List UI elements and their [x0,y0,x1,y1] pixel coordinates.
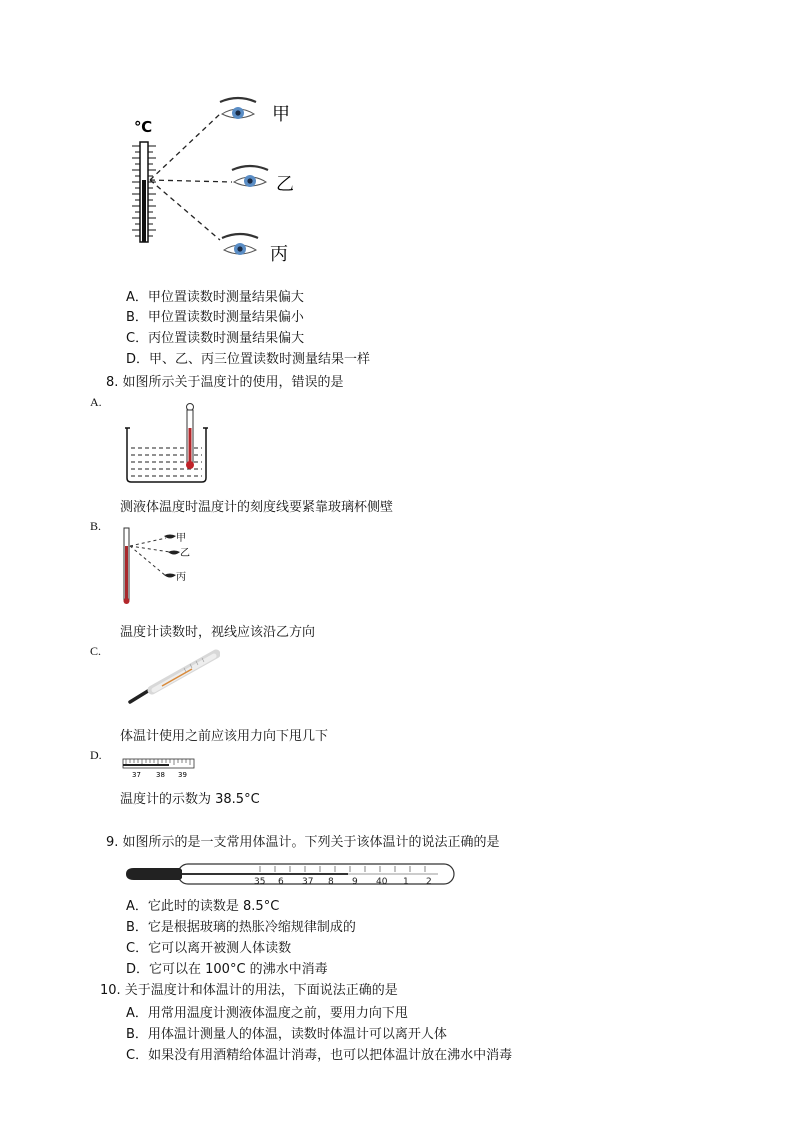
q8-scale-figure [122,758,196,780]
q8-d-tick-38: 38 [156,771,165,779]
q8-option-b-text: 温度计读数时，视线应该沿乙方向 [120,625,316,640]
q9-scale-40: 40 [376,877,388,887]
q8-b-label-bing: 丙 [176,572,186,583]
q10-option-b[interactable]: B．用体温计测量人的体温，读数时体温计可以离开人体 [126,1027,447,1042]
q9-scale-9: 9 [352,877,358,887]
q7-label-jia: 甲 [272,104,290,125]
q9-scale-35: 35 [254,877,266,887]
eye-icon [168,551,180,555]
q8-d-tick-39: 39 [178,771,187,779]
q9-scale-37: 37 [302,877,314,887]
q9-option-d[interactable]: D．它可以在 100°C 的沸水中消毒 [126,962,328,977]
q7-eye-icon-top [220,98,256,119]
q9-option-c[interactable]: C．它可以离开被测人体读数 [126,941,292,956]
q7-option-d[interactable]: D．甲、乙、丙三位置读数时测量结果一样 [126,352,371,367]
q7-sightline-top [150,114,220,180]
q9-scale-2: 2 [426,877,432,887]
q8-reading-figure [118,526,198,606]
q7-sightline-mid [150,180,232,182]
q7-option-b[interactable]: B．甲位置读数时测量结果偏小 [126,310,304,325]
q8-stem: 8. 如图所示关于温度计的使用，错误的是 [106,375,344,390]
q7-label-bing: 丙 [270,244,288,265]
q8-option-a-text: 测液体温度时温度计的刻度线要紧靠玻璃杯侧壁 [120,500,394,515]
q7-liquid-column [142,180,146,242]
q10-option-a[interactable]: A．用常用温度计测液体温度之前，要用力向下甩 [126,1006,408,1021]
thermometer-icon [124,528,130,604]
q9-scale-6: 6 [278,877,284,887]
q8-beaker-figure [124,402,210,484]
q8-option-d-letter[interactable]: D. [90,748,102,762]
q7-sightline-bottom [150,180,220,240]
q9-option-b[interactable]: B．它是根据玻璃的热胀冷缩规律制成的 [126,920,356,935]
q8-d-tick-37: 37 [132,771,141,779]
thermometer-icon [186,404,194,470]
q9-clinical-thermometer-figure [120,860,460,890]
q9-scale-1: 1 [403,877,409,887]
q8-option-c-text: 体温计使用之前应该用力向下甩几下 [120,729,329,744]
q8-b-label-jia: 甲 [176,533,186,544]
q10-option-c[interactable]: C．如果没有用酒精给体温计消毒，也可以把体温计放在沸水中消毒 [126,1048,513,1063]
q9-option-a[interactable]: A．它此时的读数是 8.5°C [126,899,280,914]
q8-option-c-letter[interactable]: C. [90,644,102,658]
q8-b-label-yi: 乙 [180,548,190,559]
q9-stem: 9. 如图所示的是一支常用体温计。下列关于该体温计的说法正确的是 [106,835,500,850]
q7-eye-icon-bottom [222,234,258,255]
q8-option-d-text: 温度计的示数为 38.5°C [120,792,260,807]
q7-eye-icon-mid [232,166,268,187]
q8-option-b-letter[interactable]: B. [90,519,102,533]
q8-option-a-letter[interactable]: A. [90,395,102,409]
q7-option-a[interactable]: A．甲位置读数时测量结果偏大 [126,290,304,305]
q7-label-yi: 乙 [276,174,294,195]
q10-stem: 10. 关于温度计和体温计的用法，下面说法正确的是 [100,983,398,998]
q7-option-c[interactable]: C．丙位置读数时测量结果偏大 [126,331,305,346]
eye-icon [164,574,176,578]
q8-clinical-thermometer-photo [122,648,220,710]
q9-scale-8: 8 [328,877,334,887]
q7-unit-label: ℃ [134,118,153,136]
q7-figure [120,90,310,275]
